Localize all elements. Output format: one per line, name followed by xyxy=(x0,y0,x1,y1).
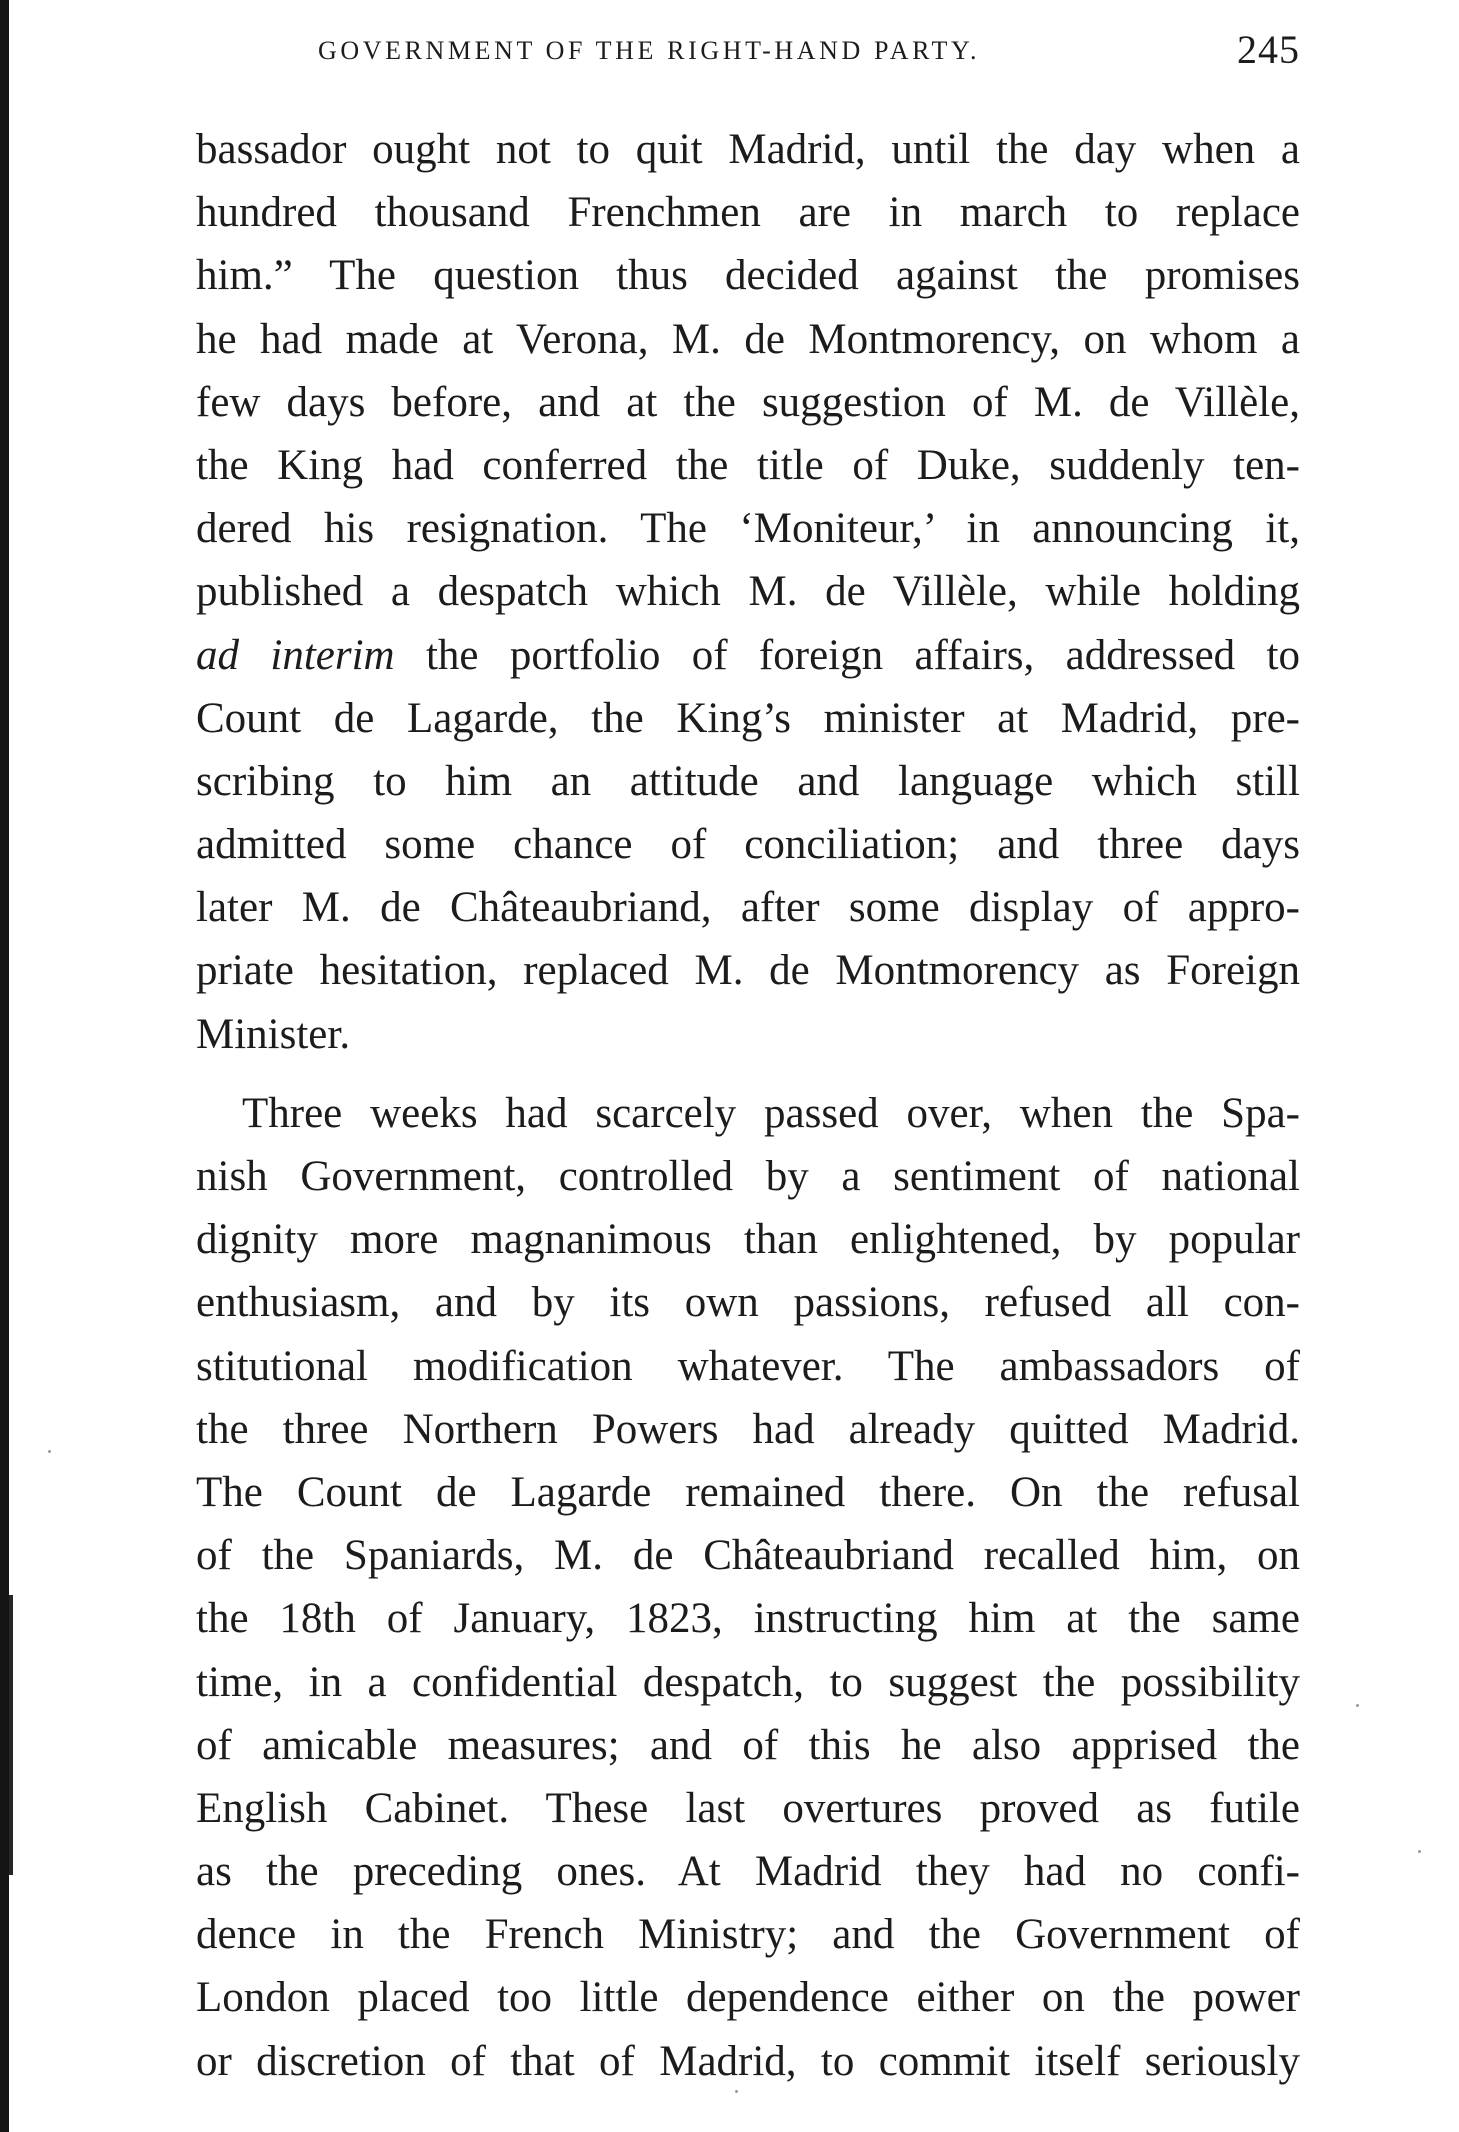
text-line: English Cabinet. These last overtures proved as futile xyxy=(196,1784,1300,1832)
text-line: admitted some chance of conciliation; and three days xyxy=(196,821,1300,869)
paragraph-gap xyxy=(196,1066,1300,1082)
paper-speck xyxy=(735,2090,738,2093)
paper-speck xyxy=(48,1450,51,1453)
page-body xyxy=(196,118,1300,2093)
text-line: few days before, and at the suggestion of M. de Villèle, xyxy=(196,378,1300,426)
running-title: GOVERNMENT OF THE RIGHT-HAND PARTY. xyxy=(318,36,981,65)
italic-phrase: ad interim xyxy=(196,631,395,679)
paper-speck xyxy=(1418,1850,1421,1853)
text-line: later M. de Châteaubriand, after some display of appro- xyxy=(196,884,1300,932)
text-line: of the Spaniards, M. de Châteaubriand recalled him, on xyxy=(196,1532,1300,1580)
text-line: him.” The question thus decided against the promises xyxy=(196,252,1300,300)
text-line: as the preceding ones. At Madrid they had no confi- xyxy=(196,1848,1300,1896)
text-line: Three weeks had scarcely passed over, when the Spa- xyxy=(242,1089,1300,1137)
running-head xyxy=(318,26,1300,76)
text-line: time, in a confidential despatch, to suggest the possibility xyxy=(196,1658,1300,1706)
text-line: priate hesitation, replaced M. de Montmorency as Foreign xyxy=(196,947,1300,995)
text-line: nish Government, controlled by a sentiment of national xyxy=(196,1153,1300,1200)
text-line: The Count de Lagarde remained there. On the refusal xyxy=(196,1468,1300,1516)
text-run: the portfolio of foreign affairs, addressed to xyxy=(394,631,1300,679)
text-line: Minister. xyxy=(196,1010,351,1058)
page-binding-edge xyxy=(0,0,9,2132)
text-line xyxy=(196,624,1300,687)
paragraph xyxy=(196,118,1300,1066)
text-line: the three Northern Powers had already quitted Madrid. xyxy=(196,1405,1300,1453)
paper-speck xyxy=(1356,1704,1359,1707)
page-binding-shadow xyxy=(9,1595,13,1875)
text-line: of amicable measures; and of this he also apprised the xyxy=(196,1721,1300,1769)
paragraph xyxy=(196,1082,1300,2093)
text-line: published a despatch which M. de Villèle, while holding xyxy=(196,568,1300,616)
text-line: bassador ought not to quit Madrid, until the day when a xyxy=(196,126,1300,173)
text-line: dence in the French Ministry; and the Government of xyxy=(196,1911,1300,1959)
text-line: enthusiasm, and by its own passions, refused all con- xyxy=(196,1279,1300,1327)
text-line: dignity more magnanimous than enlightened, by popular xyxy=(196,1216,1300,1264)
text-line: scribing to him an attitude and language which still xyxy=(196,757,1300,805)
text-line: Count de Lagarde, the King’s minister at Madrid, pre- xyxy=(196,694,1300,742)
page-number: 245 xyxy=(1237,27,1300,72)
text-line: London placed too little dependence either on the power xyxy=(196,1974,1300,2022)
text-line: stitutional modification whatever. The ambassadors of xyxy=(196,1342,1300,1390)
text-line: the King had conferred the title of Duke, suddenly ten- xyxy=(196,441,1300,489)
text-line: dered his resignation. The ‘Moniteur,’ in announcing it, xyxy=(196,505,1300,553)
text-line: the 18th of January, 1823, instructing him at the same xyxy=(196,1595,1300,1643)
text-line: or discretion of that of Madrid, to commit itself seriously xyxy=(196,2037,1300,2085)
text-line: hundred thousand Frenchmen are in march to replace xyxy=(196,189,1300,237)
text-line: he had made at Verona, M. de Montmorency, on whom a xyxy=(196,315,1300,363)
